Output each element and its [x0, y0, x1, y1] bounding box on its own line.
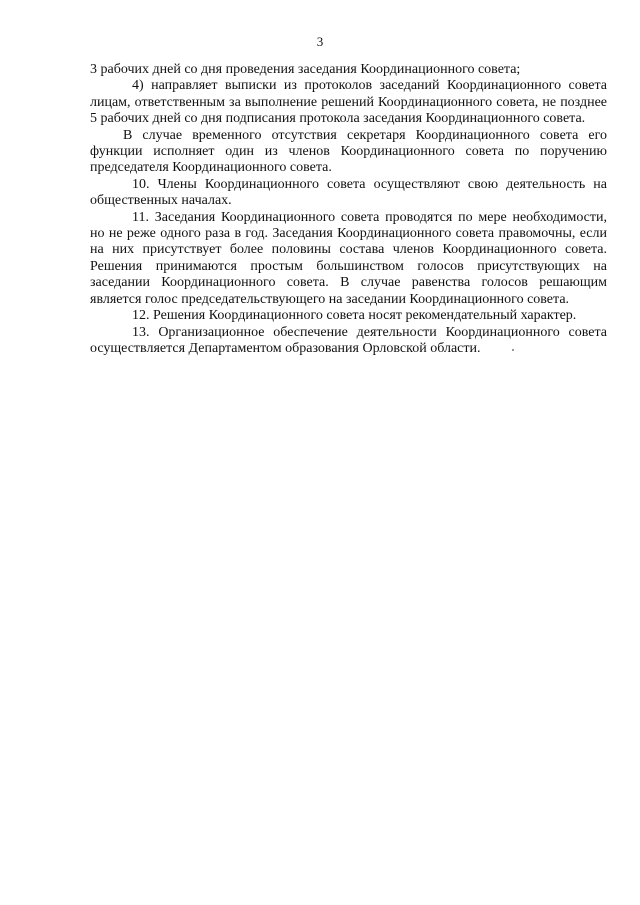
paragraph-12: 12. Решения Координационного совета носят рекомендательный характер. — [132, 308, 577, 324]
paragraph-continuation: 3 рабочих дней со дня проведения заседания Координационного совета; — [90, 62, 521, 77]
scan-speck — [512, 349, 514, 351]
paragraph-11: 11. Заседания Координационного совета проводятся по мере необходимости, но не реже одного раза в год. Заседания Координационного совета правомочны, если на них присутствует более половины состава членов Координационного совета. Решения принимаются простым большинством голосов присутствующих на заседании Координационного совета. В случае равенства голосов решающим является голос председательствующего на заседании Координационного совета. — [90, 209, 607, 307]
page-number: 3 — [316, 34, 324, 49]
paragraph-item-4: 4) направляет выписки из протоколов заседаний Координационного совета лицам, ответственным за выполнение решений Координационного совета, не позднее 5 рабочих дней со дня подписания протокола заседания Координационного совета. — [90, 78, 607, 127]
paragraph-secretary-absence: В случае временного отсутствия секретаря Координационного совета его функции исполняет один из членов Координационного совета по поручению председателя Координационного совета. — [90, 127, 607, 176]
document-body — [90, 62, 607, 357]
paragraph-10: 10. Члены Координационного совета осуществляют свою деятельность на общественных началах. — [90, 176, 607, 209]
paragraph-13: 13. Организационное обеспечение деятельности Координационного совета осуществляется Департаментом образования Орловской области. — [90, 324, 607, 356]
